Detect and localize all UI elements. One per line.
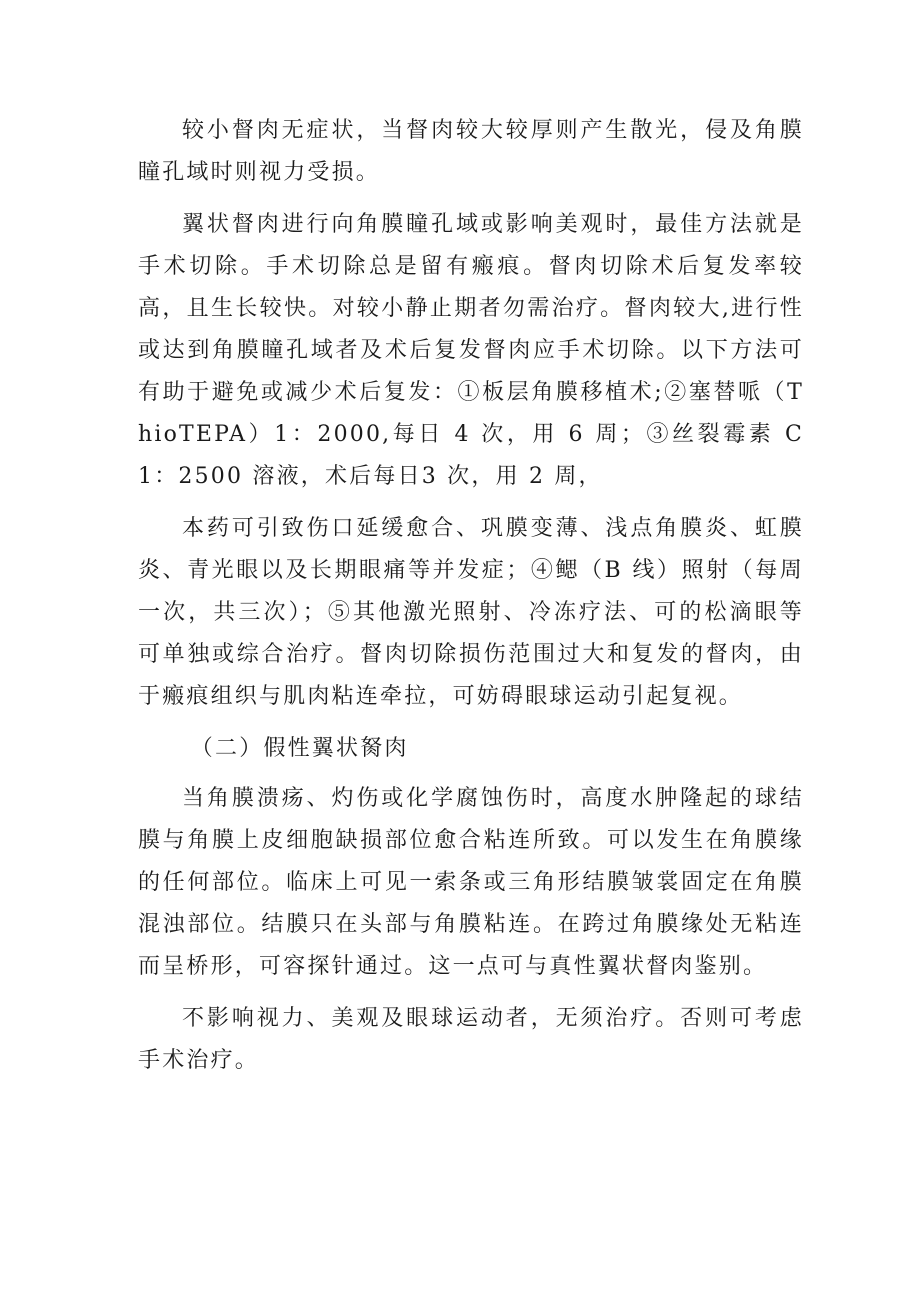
paragraph-complications: 本药可引致伤口延缓愈合、巩膜变薄、浅点角膜炎、虹膜炎、青光眼以及长期眼痛等并发症；④鳃（B 线）照射（每周一次，共三次）；⑤其他激光照射、冷冻疗法、可的松滴眼等可单独或综合治疗。督肉切除损伤范围过大和复发的督肉，由于瘢痕组织与肌肉粘连牵拉，可妨碍眼球运动引起复视。 [138, 516, 804, 709]
section-heading: （二）假性翼状胬肉 [190, 736, 409, 761]
paragraph-pseudo-pterygium-treatment: 不影响视力、美观及眼球运动者，无须治疗。否则可考虑手术治疗。 [138, 1006, 804, 1073]
paragraph-pseudo-pterygium-cause: 当角膜溃疡、灼伤或化学腐蚀伤时，高度水肿隆起的球结膜与角膜上皮细胞缺损部位愈合粘连所致。可以发生在角膜缘的任何部位。临床上可见一索条或三角形结膜皱裳固定在角膜混浊部位。结膜只在头部与角膜粘连。在跨过角膜缘处无粘连而呈桥形，可容探针通过。这一点可与真性翼状督肉鉴别。 [138, 786, 804, 979]
paragraph-symptoms: 较小督肉无症状，当督肉较大较厚则产生散光，侵及角膜瞳孔域时则视力受损。 [138, 118, 804, 185]
paragraph-surgical-treatment: 翼状督肉进行向角膜瞳孔域或影响美观时，最佳方法就是手术切除。手术切除总是留有瘢痕。督肉切除术后复发率较高，且生长较快。对较小静止期者勿需治疗。督肉较大,进行性或达到角膜瞳孔域者及术后复发督肉应手术切除。以下方法可有助于避免或减少术后复发：①板层角膜移植术;②塞替哌（ThioTEPA）1：2000,每日 4 次，用 6 周；③丝裂霉素 C1：2500 溶液，术后每日3 次，用 2 周， [138, 212, 804, 489]
document-body [138, 110, 804, 1092]
